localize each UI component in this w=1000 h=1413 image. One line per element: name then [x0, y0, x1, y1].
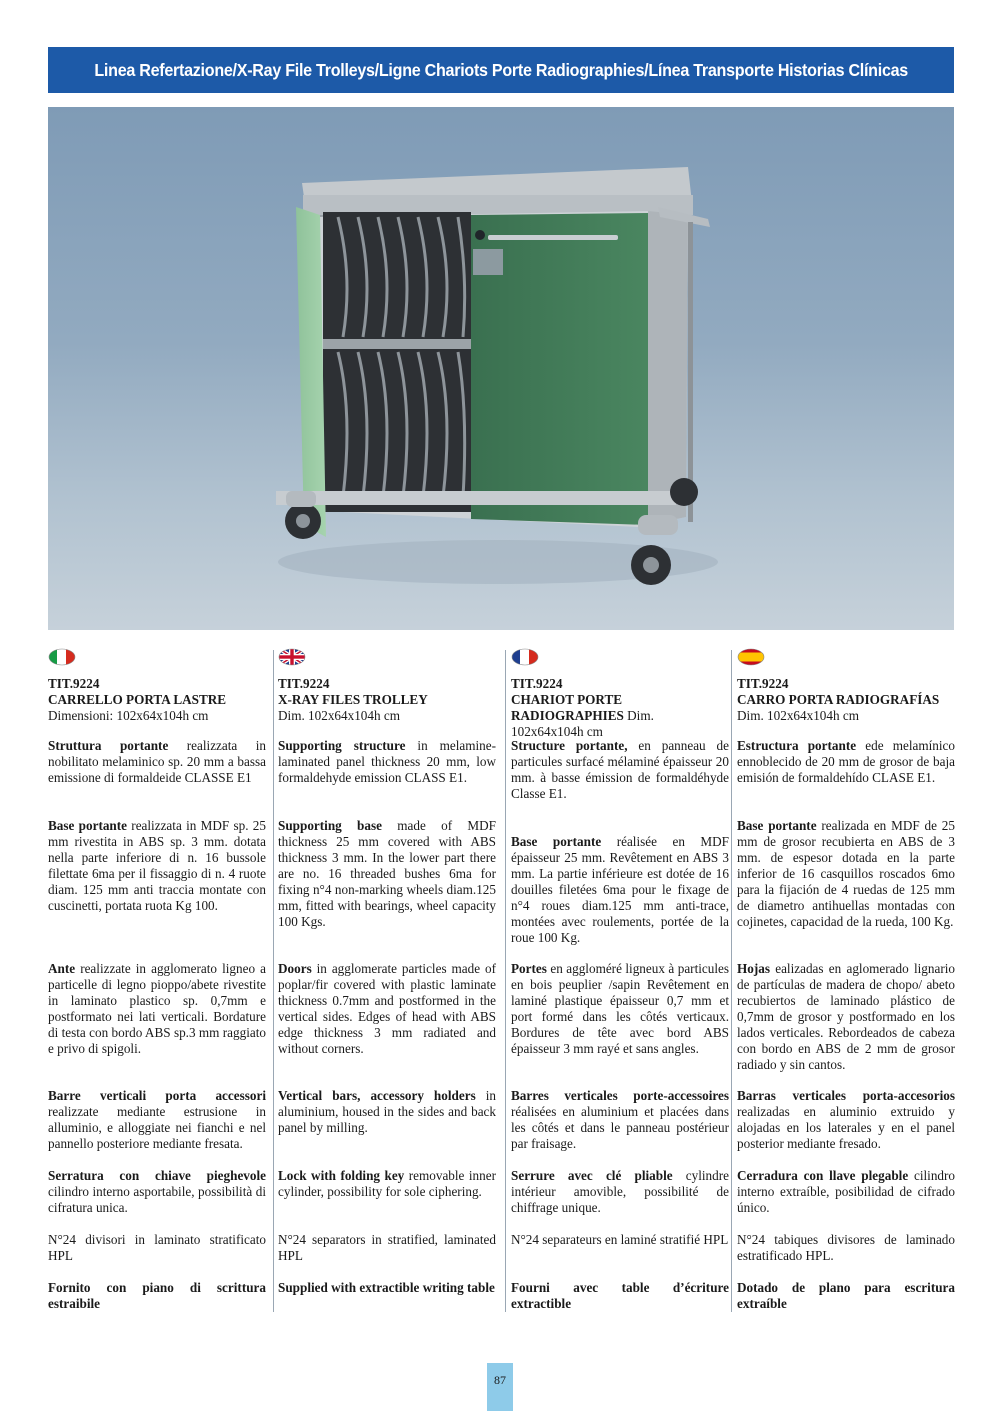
column-english — [278, 648, 496, 1295]
spec-vertical-bars: Barre verticali porta accessori realizzate mediante estrusione in alluminio, e alloggiate nei fianchi e nel pannello posteriore mediante fresata. — [48, 1088, 266, 1151]
column-spanish — [737, 648, 955, 1311]
page-banner — [48, 47, 954, 93]
column-divider — [731, 650, 732, 1312]
column-french — [511, 648, 729, 1311]
spec-doors: Hojas ealizadas en aglomerado lignario de partículas de madera de chopo/ abeto recubiertos de laminado plástico de 0,7mm de grosor y postformado en los lados verticales. Rebordeados de cabeza con bordo en ABS de 2 mm de grosor radiado y sin cantos. — [737, 961, 955, 1072]
spec-lock: Serrure avec clé pliable cylindre intérieur amovible, possibilité de chiffrage unique. — [511, 1168, 729, 1215]
banner-title: Linea Refertazione/X-Ray File Trolleys/Ligne Chariots Porte Radiographies/Línea Transporte Historias Clínicas — [94, 59, 908, 80]
product-code: TIT.9224 — [278, 676, 330, 691]
spec-writing-table: Supplied with extractible writing table — [278, 1280, 495, 1295]
spec-structure: Structure portante, en panneau de particules surfacé mélaminé épaisseur 20 mm. à basse émission de formaldéhyde Classe E1. — [511, 738, 729, 801]
product-title: X-RAY FILES TROLLEY — [278, 692, 428, 707]
trolley-illustration — [48, 107, 954, 630]
spec-vertical-bars: Vertical bars, accessory holders in aluminium, housed in the sides and back panel by milling. — [278, 1088, 496, 1135]
spec-lock: Lock with folding key removable inner cylinder, possibility for sole ciphering. — [278, 1168, 496, 1199]
uk-flag-icon — [278, 648, 306, 666]
column-italian — [48, 648, 266, 1311]
spec-base: Base portante realizada en MDF de 25 mm de grosor recubierta en ABS de 3 mm. de espesor dotada en la parte inferior de 16 casquillos roscados 6mo para la fijación de 4 ruedas de 125 mm de diametro antihuellas montadas con cojinetes, capacidad de la rueda, 100 Kg. — [737, 818, 955, 929]
product-title: CHARIOT PORTE RADIOGRAPHIES — [511, 692, 624, 723]
product-dimensions: Dim. 102x64x104h cm — [511, 708, 654, 739]
product-code: TIT.9224 — [737, 676, 789, 691]
spec-base: Base portante realizzata in MDF sp. 25 mm rivestita in ABS sp. 3 mm. dotata nella parte inferiore di n. 16 bussole filettate 6ma per il fissaggio di n. 4 ruote diam. 125 mm anti traccia montate con cuscinetti, portata ruota Kg 100. — [48, 818, 266, 913]
spec-doors: Doors in agglomerate particles made of poplar/fir covered with plastic laminate thickness 0.7mm and postformed in the vertical sides. Edges of head with ABS edge thickness 3 mm radiated and without corners. — [278, 961, 496, 1056]
spain-flag-icon — [737, 648, 765, 666]
spec-doors: Portes en aggloméré ligneux à particules en bois peuplier /sapin Revêtement en laminé plastique épaisseur 0,7 mm et port formé dans les côtés verticaux. Bordures de tête avec bord ABS épaisseur 3 mm rayé et sans angles. — [511, 961, 729, 1056]
column-divider — [505, 650, 506, 1312]
product-dimensions: Dimensioni: 102x64x104h cm — [48, 708, 209, 723]
spec-writing-table: Dotado de plano para escritura extraíble — [737, 1280, 955, 1311]
spec-separators: N°24 separateurs en laminé stratifié HPL — [511, 1232, 729, 1247]
product-title: CARRO PORTA RADIOGRAFÍAS — [737, 692, 940, 707]
spec-vertical-bars: Barres verticales porte-accessoires réalisées en aluminium et placées dans les côtés et dans le panneau postérieur par fraisage. — [511, 1088, 729, 1151]
italy-flag-icon — [48, 648, 76, 666]
spec-lock: Cerradura con llave plegable cilindro interno extraíble, posibilidad de cifrado único. — [737, 1168, 955, 1215]
page-number: 87 — [487, 1363, 513, 1411]
product-code: TIT.9224 — [511, 676, 563, 691]
spec-writing-table: Fornito con piano di scrittura estraibile — [48, 1280, 266, 1311]
france-flag-icon — [511, 648, 539, 666]
spec-structure: Supporting structure in melamine-laminated panel thickness 20 mm, low formaldehyde emission CLASS E1. — [278, 738, 496, 785]
spec-separators: N°24 divisori in laminato stratificato HPL — [48, 1232, 266, 1263]
spec-vertical-bars: Barras verticales porta-accesorios realizadas en aluminio extruido y alojadas en los laterales y en el panel posterior mediante fresado. — [737, 1088, 955, 1151]
product-title: CARRELLO PORTA LASTRE — [48, 692, 227, 707]
spec-structure: Struttura portante realizzata in nobilitato melaminico sp. 20 mm a bassa emissione di formaldeide CLASSE E1 — [48, 738, 266, 785]
spec-writing-table: Fourni avec table d’écriture extractible — [511, 1280, 729, 1311]
spec-structure: Estructura portante ede melamínico ennoblecido de 20 mm de grosor de baja emisión de formaldehído CLASE E1. — [737, 738, 955, 785]
product-dimensions: Dim. 102x64x104h cm — [737, 708, 859, 723]
spec-base: Base portante réalisée en MDF épaisseur 25 mm. Revêtement en ABS 3 mm. La partie inférieure est dotée de 16 douilles filetées 6ma pour le fixage de n°4 roues diam.125 mm anti-trace, montées avec roulements, portée de la roue 100 Kg. — [511, 834, 729, 945]
product-dimensions: Dim. 102x64x104h cm — [278, 708, 400, 723]
column-divider — [273, 650, 274, 1312]
spec-doors: Ante realizzate in agglomerato ligneo a particelle di legno pioppo/abete rivestite in laminato plastico sp. 0,7mm e postformato nei lati verticali. Bordature di testa con bordo ABS sp.3 mm raggiato e privo di spigoli. — [48, 961, 266, 1056]
spec-separators: N°24 tabiques divisores de laminado estratificado HPL. — [737, 1232, 955, 1263]
spec-base: Supporting base made of MDF thickness 25 mm covered with ABS thickness 3 mm. In the lower part there are no. 16 threaded bushes 6ma for fixing n°4 non-marking wheels diam.125 mm, fitted with bearings, wheel capacity 100 Kgs. — [278, 818, 496, 929]
product-code: TIT.9224 — [48, 676, 100, 691]
spec-separators: N°24 separators in stratified, laminated HPL — [278, 1232, 496, 1263]
spec-lock: Serratura con chiave pieghevole cilindro interno asportabile, possibilità di cifratura unica. — [48, 1168, 266, 1215]
product-photo — [48, 107, 954, 630]
